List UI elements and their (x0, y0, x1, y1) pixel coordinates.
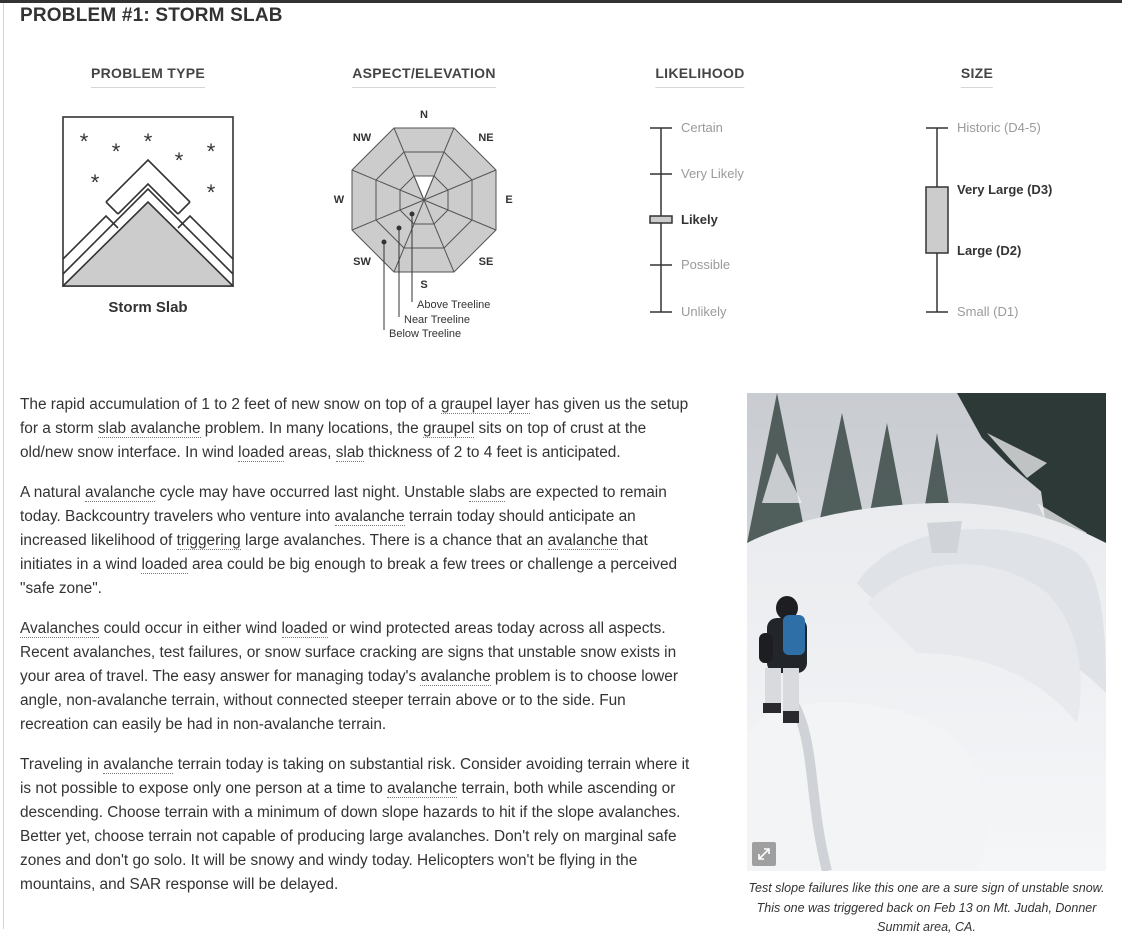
size-scale (916, 110, 1096, 325)
expand-image-button[interactable] (752, 842, 776, 866)
glossary-term-link[interactable]: loaded (281, 620, 328, 637)
discussion-paragraph-3: Avalanches could occur in either wind loaded or wind protected areas today across all aspects. Recent avalanches, test failures, or snow surface cracking are signs that unstable snow exists in your area of travel. The easy answer for managing today's avalanche problem is to choose lower angle, non-avalanche terrain, without connected steeper terrain above or to the side. Fun recreation can easily be had in non-avalanche terrain. (20, 620, 678, 733)
glossary-term-link[interactable]: slabs (469, 484, 506, 501)
direction-w: W (333, 194, 345, 206)
problem-type-label: Storm Slab (108, 299, 188, 316)
size-range-marker (926, 187, 948, 253)
glossary-term-link[interactable]: avalanche (387, 780, 458, 797)
glossary-term-link[interactable]: triggering (176, 532, 241, 549)
direction-s: S (420, 279, 428, 291)
likelihood-possible: Possible (681, 257, 731, 272)
size-large: Large (D2) (957, 243, 1022, 258)
snowflake-icon: * (206, 180, 216, 205)
likelihood-scale (640, 110, 790, 325)
snowflake-icon: * (90, 170, 100, 195)
discussion-paragraph-1: The rapid accumulation of 1 to 2 feet of new snow on top of a graupel layer has given us the setup for a storm slab avalanche problem. In many locations, the graupel sits on top of crust at the old/new snow interface. In wind loaded areas, slab thickness of 2 to 4 feet is anticipated. (20, 396, 689, 461)
expand-icon (752, 842, 776, 866)
glossary-term-link[interactable]: avalanche (547, 532, 618, 549)
header-problem-type: PROBLEM TYPE (91, 65, 205, 88)
likelihood-likely: Likely (681, 212, 718, 227)
likelihood-certain: Certain (681, 120, 723, 135)
likelihood-unlikely: Unlikely (681, 304, 727, 319)
glossary-term-link[interactable]: avalanche (420, 668, 491, 685)
size-small: Small (D1) (957, 304, 1019, 319)
problem-title: PROBLEM #1: STORM SLAB (20, 5, 283, 26)
storm-slab-icon (62, 116, 234, 288)
header-size: SIZE (961, 65, 993, 88)
snowflake-icon: * (206, 139, 216, 164)
size-very-large: Very Large (D3) (957, 182, 1053, 197)
discussion-paragraph-2: A natural avalanche cycle may have occurred last night. Unstable slabs are expected to remain today. Backcountry travelers who venture into avalanche terrain today should anticipate an increased likelihood of triggering large avalanches. There is a chance that an avalanche that initiates in a wind loaded area could be big enough to break a few trees or challenge a perceived "safe zone". (20, 484, 678, 597)
direction-n: N (420, 109, 428, 121)
discussion-paragraph-4: Traveling in avalanche terrain today is taking on substantial risk. Consider avoiding terrain where it is not possible to expose only one person at a time to avalanche terrain, both while ascending or descending. Choose terrain with a minimum of down slope hazards to hit if the slope avalanches. Better yet, choose terrain not capable of producing large avalanches. Don't rely on marginal safe zones and don't go solo. It will be snowy and windy today. Helicopters won't be flying in the mountains, and SAR response will be delayed. (20, 756, 690, 893)
snowflake-icon: * (79, 129, 89, 154)
direction-e: E (505, 194, 513, 206)
glossary-term-link[interactable]: slab (335, 444, 364, 461)
legend-below-treeline: Below Treeline (389, 328, 462, 340)
direction-ne: NE (478, 132, 494, 144)
snowflake-icon: * (143, 129, 153, 154)
glossary-term-link[interactable]: avalanche (85, 484, 156, 501)
glossary-term-link[interactable]: avalanche (334, 508, 405, 525)
avalanche-photo[interactable] (747, 393, 1106, 871)
size-historic: Historic (D4-5) (957, 120, 1041, 135)
direction-nw: NW (352, 132, 372, 144)
header-likelihood: LIKELIHOOD (655, 65, 744, 88)
legend-above-treeline: Above Treeline (417, 299, 491, 311)
aspect-elevation-rose (324, 100, 524, 345)
top-border (0, 0, 1122, 3)
glossary-term-link[interactable]: Avalanches (20, 620, 100, 637)
glossary-term-link[interactable]: avalanche (103, 756, 174, 773)
likelihood-marker (650, 216, 672, 223)
likelihood-very-likely: Very Likely (681, 166, 744, 181)
photo-illustration (747, 393, 1106, 871)
header-aspect-elevation: ASPECT/ELEVATION (352, 65, 496, 88)
glossary-term-link[interactable]: graupel layer (440, 396, 530, 413)
photo-caption: Test slope failures like this one are a sure sign of unstable snow. This one was triggered back on Feb 13 on Mt. Judah, Donner Summit area, CA. (748, 881, 1105, 934)
glossary-term-link[interactable]: loaded (141, 556, 188, 573)
glossary-term-link[interactable]: loaded (238, 444, 285, 461)
direction-se: SE (478, 256, 494, 268)
snowflake-icon: * (174, 148, 184, 173)
snowflake-icon: * (111, 139, 121, 164)
direction-sw: SW (353, 256, 371, 268)
glossary-term-link[interactable]: slab avalanche (97, 420, 201, 437)
legend-near-treeline: Near Treeline (404, 314, 471, 326)
glossary-term-link[interactable]: graupel (422, 420, 475, 437)
left-border (3, 3, 4, 929)
